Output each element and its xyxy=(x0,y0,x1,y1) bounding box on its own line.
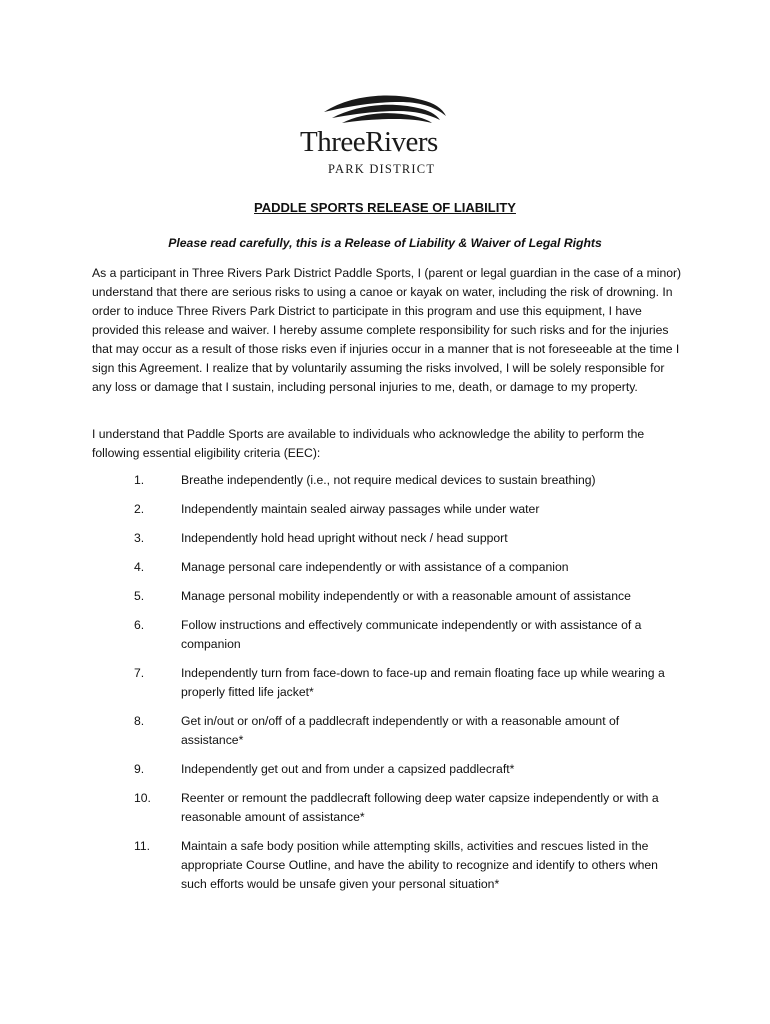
list-item-number: 2. xyxy=(134,502,145,516)
eligibility-intro-paragraph: I understand that Paddle Sports are available to individuals who acknowledge the ability to perform the following essential eligibility criteria (EEC): xyxy=(92,427,645,460)
release-paragraph: As a participant in Three Rivers Park District Paddle Sports, I (parent or legal guardian in the case of a minor) understand that there are serious risks to using a canoe or kayak on water, including the risk of drowning. In order to induce Three Rivers Park District to participate in this program and use this equipment, I have provided this release and waiver. I hereby assume complete responsibility for such risks and for the injuries that may occur as a result of those risks even if injuries occur in a manner that is not foreseeable at the time I sign this Agreement. I realize that by voluntarily assuming the risks involved, I will be solely responsible for any loss or damage that I sustain, including personal injuries to me, death, or damage to my property. xyxy=(92,266,682,394)
three-rivers-logo xyxy=(300,90,470,180)
list-item-number: 11. xyxy=(134,839,151,853)
list-item-number: 6. xyxy=(134,618,145,632)
list-item xyxy=(0,529,770,548)
list-item xyxy=(0,471,770,490)
list-item-text: Independently turn from face-down to face-up and remain floating face up while wearing a properly fitted life jacket* xyxy=(181,666,665,699)
list-item-number: 10. xyxy=(134,791,151,805)
list-item xyxy=(0,558,770,577)
list-item xyxy=(0,616,770,654)
list-item-text: Manage personal mobility independently or with a reasonable amount of assistance xyxy=(181,589,631,603)
list-item xyxy=(0,712,770,750)
document-subtitle: Please read carefully, this is a Release of Liability & Waiver of Legal Rights xyxy=(168,236,602,250)
list-item-number: 9. xyxy=(134,762,145,776)
list-item-text: Independently maintain sealed airway passages while under water xyxy=(181,502,540,516)
eligibility-criteria-list xyxy=(0,471,770,904)
list-item xyxy=(0,587,770,606)
list-item-text: Manage personal care independently or with assistance of a companion xyxy=(181,560,569,574)
list-item-text: Independently get out and from under a capsized paddlecraft* xyxy=(181,762,515,776)
list-item-number: 5. xyxy=(134,589,145,603)
list-item-text: Reenter or remount the paddlecraft following deep water capsize independently or with a reasonable amount of assistance* xyxy=(181,791,659,824)
document-title: PADDLE SPORTS RELEASE OF LIABILITY xyxy=(254,200,516,215)
list-item-text: Independently hold head upright without neck / head support xyxy=(181,531,508,545)
list-item-number: 8. xyxy=(134,714,145,728)
list-item-text: Breathe independently (i.e., not require medical devices to sustain breathing) xyxy=(181,473,596,487)
list-item-text: Maintain a safe body position while attempting skills, activities and rescues listed in the appropriate Course Outline, and have the ability to recognize and identify to others when such efforts would be unsafe given your personal situation* xyxy=(181,839,658,891)
list-item xyxy=(0,760,770,779)
list-item-number: 7. xyxy=(134,666,145,680)
list-item xyxy=(0,500,770,519)
list-item-number: 3. xyxy=(134,531,145,545)
list-item xyxy=(0,789,770,827)
river-waves-logo-icon xyxy=(322,90,448,124)
logo-subtitle: PARK DISTRICT xyxy=(328,162,436,176)
list-item xyxy=(0,664,770,702)
logo-wordmark: ThreeRivers xyxy=(300,126,438,158)
list-item xyxy=(0,837,770,894)
list-item-number: 1. xyxy=(134,473,145,487)
list-item-text: Get in/out or on/off of a paddlecraft independently or with a reasonable amount of assistance* xyxy=(181,714,620,747)
list-item-text: Follow instructions and effectively communicate independently or with assistance of a companion xyxy=(181,618,642,651)
list-item-number: 4. xyxy=(134,560,145,574)
